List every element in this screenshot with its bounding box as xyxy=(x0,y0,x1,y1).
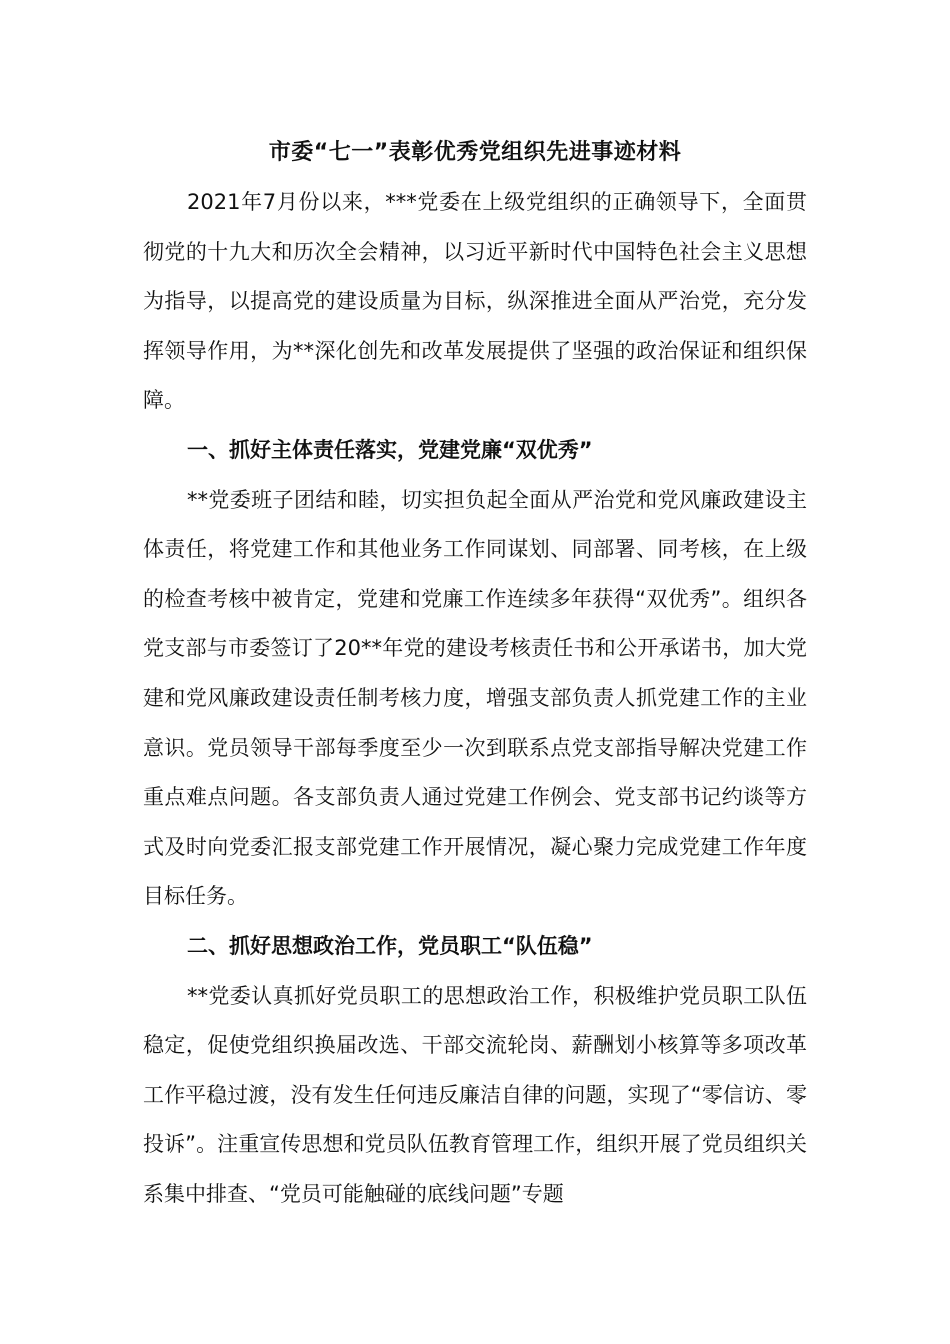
section-1-paragraph xyxy=(143,476,807,922)
section-2-paragraph xyxy=(143,972,807,1220)
document-title: 市委“七一”表彰优秀党组织先进事迹材料 xyxy=(268,140,682,165)
section-1-text: **党委班子团结和睦，切实担负起全面从严治党和党风廉政建设主体责任，将党建工作和其他业务工作同谋划、同部署、同考核，在上级的检查考核中被肯定，党建和党廉工作连续多年获得“双优秀”。组织各党支部与市委签订了20**年党的建设考核责任书和公开承诺书，加大党建和党风廉政建设责任制考核力度，增强支部负责人抓党建工作的主业意识。党员领导干部每季度至少一次到联系点党支部指导解决党建工作重点难点问题。各支部负责人通过党建工作例会、党支部书记约谈等方式及时向党委汇报支部党建工作开展情况，凝心聚力完成党建工作年度目标任务。 xyxy=(143,487,807,909)
document-page xyxy=(143,128,807,1219)
intro-text: 2021年7月份以来，***党委在上级党组织的正确领导下，全面贯彻党的十九大和历次全会精神，以习近平新时代中国特色社会主义思想为指导，以提高党的建设质量为目标，纵深推进全面从严治党，充分发挥领导作用，为**深化创先和改革发展提供了坚强的政治保证和组织保障。 xyxy=(143,190,807,413)
section-2-heading: 二、抓好思想政治工作，党员职工“队伍稳” xyxy=(187,933,593,958)
section-1-heading: 一、抓好主体责任落实，党建党廉“双优秀” xyxy=(187,437,593,462)
intro-paragraph xyxy=(143,178,807,426)
section-2-text: **党委认真抓好党员职工的思想政治工作，积极维护党员职工队伍稳定，促使党组织换届改选、干部交流轮岗、薪酬划小核算等多项改革工作平稳过渡，没有发生任何违反廉洁自律的问题，实现了“零信访、零投诉”。注重宣传思想和党员队伍教育管理工作，组织开展了党员组织关系集中排查、“党员可能触碰的底线问题”专题 xyxy=(143,983,807,1206)
